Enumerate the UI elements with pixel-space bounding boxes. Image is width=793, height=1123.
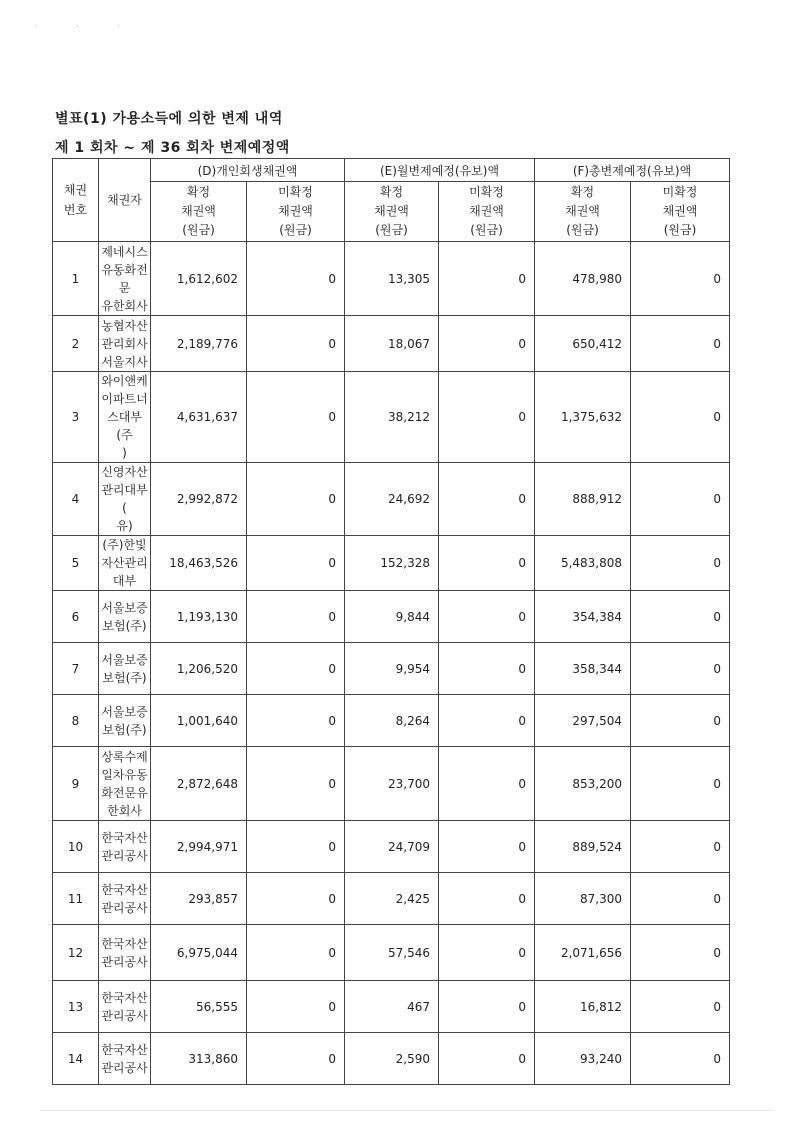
cell-f-unconfirmed: 0 (631, 536, 730, 591)
cell-e-unconfirmed: 0 (439, 695, 535, 747)
table-row (53, 821, 730, 873)
cell-f-unconfirmed: 0 (631, 316, 730, 372)
cell-e-confirmed: 13,305 (345, 242, 439, 316)
header-d-confirmed: 확정 채권액 (원금) (151, 182, 247, 242)
header-e-confirmed: 확정 채권액 (원금) (345, 182, 439, 242)
cell-e-unconfirmed: 0 (439, 873, 535, 925)
scan-edge-line (40, 1110, 773, 1111)
header-f-confirmed: 확정 채권액 (원금) (535, 182, 631, 242)
table-row (53, 981, 730, 1033)
cell-d-confirmed: 56,555 (151, 981, 247, 1033)
cell-e-confirmed: 24,709 (345, 821, 439, 873)
cell-f-confirmed: 358,344 (535, 643, 631, 695)
cell-d-confirmed: 4,631,637 (151, 372, 247, 463)
cell-creditor-name: 한국자산 관리공사 (99, 981, 151, 1033)
cell-e-confirmed: 18,067 (345, 316, 439, 372)
header-e-unconfirmed: 미확정 채권액 (원금) (439, 182, 535, 242)
table-row (53, 591, 730, 643)
cell-f-confirmed: 93,240 (535, 1033, 631, 1085)
cell-e-confirmed: 2,590 (345, 1033, 439, 1085)
cell-f-unconfirmed: 0 (631, 873, 730, 925)
cell-f-unconfirmed: 0 (631, 981, 730, 1033)
cell-f-confirmed: 2,071,656 (535, 925, 631, 981)
cell-f-confirmed: 297,504 (535, 695, 631, 747)
cell-creditor-no: 13 (53, 981, 99, 1033)
header-creditor-no: 채권 번호 (53, 159, 99, 242)
cell-d-confirmed: 2,189,776 (151, 316, 247, 372)
cell-f-confirmed: 16,812 (535, 981, 631, 1033)
cell-d-confirmed: 18,463,526 (151, 536, 247, 591)
cell-creditor-name: 서울보증 보험(주) (99, 591, 151, 643)
table-row (53, 316, 730, 372)
cell-e-confirmed: 8,264 (345, 695, 439, 747)
cell-e-unconfirmed: 0 (439, 591, 535, 643)
cell-d-confirmed: 2,872,648 (151, 747, 247, 821)
cell-d-confirmed: 1,193,130 (151, 591, 247, 643)
document-subtitle: 제 1 회차 ~ 제 36 회차 변제예정액 (55, 140, 290, 156)
cell-e-unconfirmed: 0 (439, 925, 535, 981)
header-f-unconfirmed: 미확정 채권액 (원금) (631, 182, 730, 242)
repayment-table (52, 158, 730, 1085)
cell-creditor-no: 4 (53, 463, 99, 536)
cell-e-unconfirmed: 0 (439, 821, 535, 873)
cell-e-confirmed: 2,425 (345, 873, 439, 925)
cell-creditor-no: 2 (53, 316, 99, 372)
cell-d-unconfirmed: 0 (247, 873, 345, 925)
cell-d-unconfirmed: 0 (247, 536, 345, 591)
cell-e-unconfirmed: 0 (439, 463, 535, 536)
cell-d-confirmed: 2,992,872 (151, 463, 247, 536)
cell-creditor-name: 신영자산 관리대부( 유) (99, 463, 151, 536)
cell-f-unconfirmed: 0 (631, 925, 730, 981)
table-row (53, 747, 730, 821)
cell-creditor-no: 12 (53, 925, 99, 981)
document-title: 별표(1) 가용소득에 의한 변제 내역 (55, 111, 283, 127)
cell-creditor-no: 7 (53, 643, 99, 695)
cell-f-unconfirmed: 0 (631, 463, 730, 536)
cell-creditor-name: 서울보증 보험(주) (99, 643, 151, 695)
cell-e-confirmed: 9,844 (345, 591, 439, 643)
cell-e-confirmed: 57,546 (345, 925, 439, 981)
cell-d-unconfirmed: 0 (247, 591, 345, 643)
table-row (53, 695, 730, 747)
table-row (53, 536, 730, 591)
cell-f-unconfirmed: 0 (631, 695, 730, 747)
cell-creditor-name: 한국자산 관리공사 (99, 873, 151, 925)
cell-e-unconfirmed: 0 (439, 242, 535, 316)
cell-creditor-name: 농협자산 관리회사 서울지사 (99, 316, 151, 372)
cell-f-confirmed: 354,384 (535, 591, 631, 643)
cell-creditor-name: (주)한빛 자산관리 대부 (99, 536, 151, 591)
table-row (53, 643, 730, 695)
cell-f-confirmed: 888,912 (535, 463, 631, 536)
cell-f-confirmed: 5,483,808 (535, 536, 631, 591)
cell-creditor-no: 14 (53, 1033, 99, 1085)
cell-e-unconfirmed: 0 (439, 536, 535, 591)
cell-creditor-no: 6 (53, 591, 99, 643)
cell-f-unconfirmed: 0 (631, 821, 730, 873)
cell-f-confirmed: 853,200 (535, 747, 631, 821)
cell-creditor-no: 8 (53, 695, 99, 747)
scan-specks: · · · (35, 22, 138, 31)
cell-creditor-no: 9 (53, 747, 99, 821)
table-row (53, 372, 730, 463)
cell-e-unconfirmed: 0 (439, 981, 535, 1033)
cell-creditor-name: 상록수제 일차유동 화전문유 한회사 (99, 747, 151, 821)
table-row (53, 1033, 730, 1085)
cell-d-unconfirmed: 0 (247, 643, 345, 695)
cell-d-unconfirmed: 0 (247, 747, 345, 821)
cell-d-confirmed: 293,857 (151, 873, 247, 925)
table-row (53, 873, 730, 925)
cell-f-unconfirmed: 0 (631, 747, 730, 821)
cell-creditor-name: 한국자산 관리공사 (99, 821, 151, 873)
cell-e-unconfirmed: 0 (439, 1033, 535, 1085)
cell-d-unconfirmed: 0 (247, 981, 345, 1033)
table-row (53, 925, 730, 981)
cell-d-unconfirmed: 0 (247, 242, 345, 316)
cell-f-unconfirmed: 0 (631, 591, 730, 643)
table-row (53, 463, 730, 536)
table-row (53, 242, 730, 316)
cell-d-confirmed: 1,206,520 (151, 643, 247, 695)
header-group-f: (F)총변제예정(유보)액 (535, 159, 730, 182)
header-group-e: (E)월변제예정(유보)액 (345, 159, 535, 182)
cell-d-unconfirmed: 0 (247, 695, 345, 747)
cell-f-confirmed: 1,375,632 (535, 372, 631, 463)
cell-d-unconfirmed: 0 (247, 821, 345, 873)
cell-e-confirmed: 152,328 (345, 536, 439, 591)
cell-creditor-name: 한국자산 관리공사 (99, 1033, 151, 1085)
cell-e-unconfirmed: 0 (439, 747, 535, 821)
cell-e-unconfirmed: 0 (439, 316, 535, 372)
cell-d-unconfirmed: 0 (247, 1033, 345, 1085)
cell-creditor-name: 한국자산 관리공사 (99, 925, 151, 981)
cell-d-confirmed: 1,001,640 (151, 695, 247, 747)
cell-f-unconfirmed: 0 (631, 643, 730, 695)
cell-d-confirmed: 2,994,971 (151, 821, 247, 873)
cell-f-confirmed: 889,524 (535, 821, 631, 873)
header-d-unconfirmed: 미확정 채권액 (원금) (247, 182, 345, 242)
cell-e-unconfirmed: 0 (439, 372, 535, 463)
cell-f-unconfirmed: 0 (631, 372, 730, 463)
cell-f-unconfirmed: 0 (631, 242, 730, 316)
cell-d-unconfirmed: 0 (247, 372, 345, 463)
cell-e-confirmed: 23,700 (345, 747, 439, 821)
cell-creditor-no: 5 (53, 536, 99, 591)
cell-e-confirmed: 38,212 (345, 372, 439, 463)
cell-f-unconfirmed: 0 (631, 1033, 730, 1085)
cell-d-unconfirmed: 0 (247, 316, 345, 372)
cell-creditor-no: 3 (53, 372, 99, 463)
cell-creditor-no: 10 (53, 821, 99, 873)
header-creditor: 채권자 (99, 159, 151, 242)
cell-d-confirmed: 1,612,602 (151, 242, 247, 316)
cell-creditor-no: 11 (53, 873, 99, 925)
cell-f-confirmed: 478,980 (535, 242, 631, 316)
cell-d-unconfirmed: 0 (247, 463, 345, 536)
header-group-d: (D)개인회생채권액 (151, 159, 345, 182)
cell-e-unconfirmed: 0 (439, 643, 535, 695)
cell-f-confirmed: 87,300 (535, 873, 631, 925)
cell-creditor-no: 1 (53, 242, 99, 316)
cell-e-confirmed: 24,692 (345, 463, 439, 536)
cell-f-confirmed: 650,412 (535, 316, 631, 372)
cell-e-confirmed: 9,954 (345, 643, 439, 695)
cell-creditor-name: 서울보증 보험(주) (99, 695, 151, 747)
cell-d-confirmed: 6,975,044 (151, 925, 247, 981)
cell-d-confirmed: 313,860 (151, 1033, 247, 1085)
cell-d-unconfirmed: 0 (247, 925, 345, 981)
cell-creditor-name: 와이앤케 이파트너 스대부(주 ) (99, 372, 151, 463)
cell-creditor-name: 제네시스 유동화전 문 유한회사 (99, 242, 151, 316)
cell-e-confirmed: 467 (345, 981, 439, 1033)
